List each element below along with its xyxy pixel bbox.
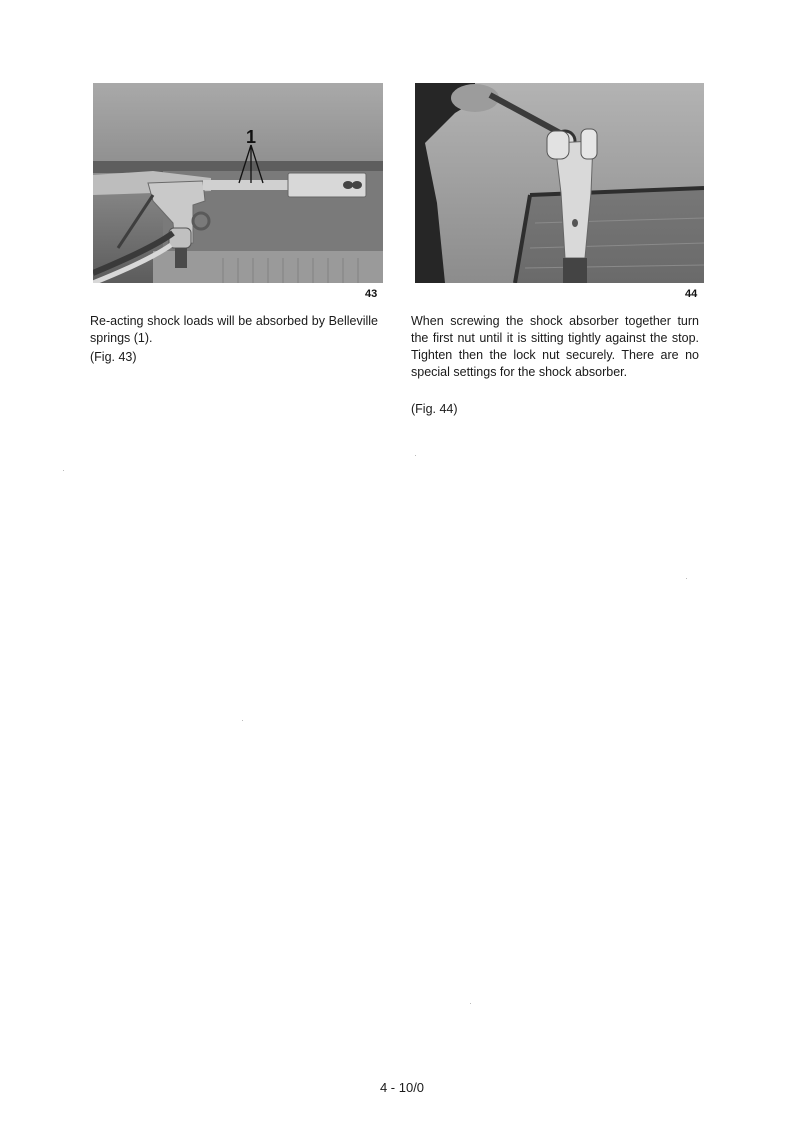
figure-44-caption: When screwing the shock absorber together turn the first nut until it is sitting tightly against the stop. Tighten then the lock nut securely. There are no special settings for the shock absorber. (411, 314, 699, 379)
scan-speck (63, 470, 64, 471)
page-number-text: 4 - 10/0 (379, 1080, 425, 1095)
scan-speck (470, 1003, 471, 1004)
figure-43-illustration (93, 83, 383, 283)
figure-43-reference: (Fig. 43) (90, 350, 137, 364)
scan-speck (686, 578, 687, 579)
scan-speck (242, 720, 243, 721)
figure-43-photo (93, 83, 383, 283)
figure-43-number: 43 (365, 288, 378, 300)
figure-44-number: 44 (685, 288, 698, 300)
figure-43-caption: Re-acting shock loads will be absorbed by Belleville springs (1). (90, 314, 378, 345)
figure-44-illustration (415, 83, 704, 283)
page-number (0, 1080, 794, 1095)
figure-44-reference: (Fig. 44) (411, 402, 458, 416)
figure-44-photo (415, 83, 704, 283)
callout-label-1: 1 (246, 127, 257, 147)
scan-speck (415, 455, 416, 456)
